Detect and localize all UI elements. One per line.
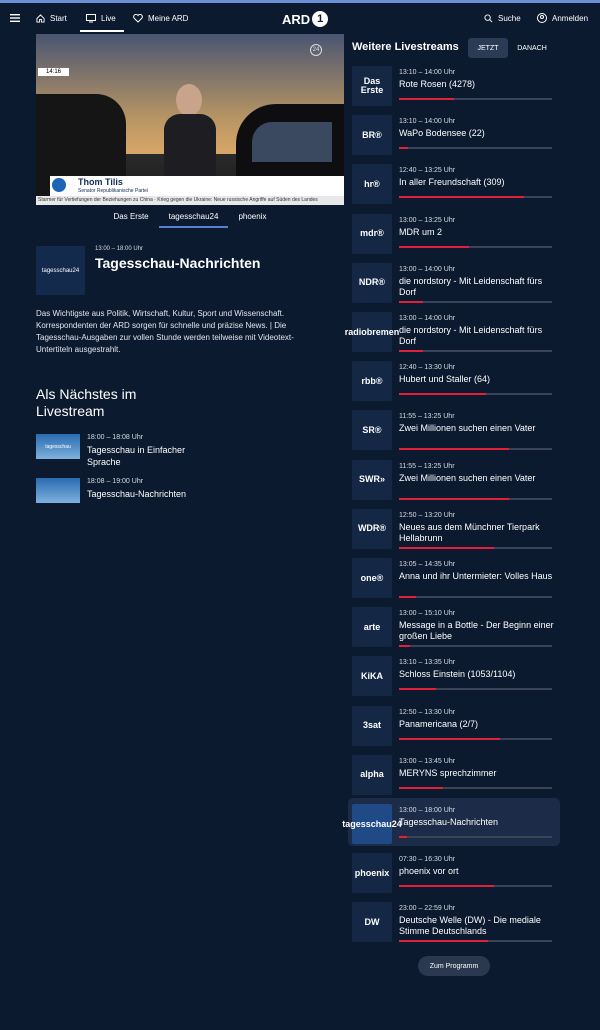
row-progress-bar	[399, 98, 552, 100]
row-time: 13:00 – 13:45 Uhr	[399, 757, 456, 765]
next-item-title: Tagesschau-Nachrichten	[87, 489, 187, 499]
search-icon	[484, 14, 493, 23]
row-time: 12:50 – 13:20 Uhr	[399, 511, 456, 519]
channel-logo: SWR»	[352, 460, 392, 500]
row-progress-fill	[399, 885, 494, 887]
channel-logo: hr®	[352, 164, 392, 204]
row-title: Rote Rosen (4278)	[399, 79, 476, 89]
row-title: Zwei Millionen suchen einen Vater	[399, 472, 536, 483]
row-time: 13:00 – 18:00 Uhr	[399, 807, 456, 814]
channel-tabs	[36, 212, 344, 230]
row-progress-bar	[399, 246, 552, 248]
next-heading: Als Nächstes im Livestream	[36, 386, 137, 419]
channel-logo: KiKA	[352, 656, 392, 696]
time-toggle	[468, 38, 558, 58]
row-progress-bar	[399, 645, 552, 647]
row-progress-fill	[399, 547, 494, 549]
tab-das-erste[interactable]: Das Erste	[113, 212, 149, 221]
livestream-row[interactable]	[352, 900, 556, 942]
channel-logo: DW	[352, 902, 392, 942]
row-time: 07:30 – 16:30 Uhr	[399, 856, 456, 864]
livestream-row[interactable]	[352, 605, 556, 647]
livestream-row[interactable]	[352, 113, 556, 155]
menu-icon[interactable]	[10, 3, 20, 33]
row-progress-bar	[399, 836, 552, 838]
tv-icon	[86, 14, 96, 23]
row-progress-fill	[399, 787, 443, 789]
row-progress-fill	[399, 738, 500, 740]
show-time: 13:00 – 18:00 Uhr	[95, 246, 144, 252]
row-title: die nordstory - Mit Leidenschaft fürs Dorf	[399, 275, 543, 297]
row-progress-bar	[399, 301, 552, 303]
login-button[interactable]	[537, 3, 588, 33]
row-progress-fill	[399, 940, 488, 942]
row-time: 13:05 – 14:35 Uhr	[399, 561, 456, 568]
row-title: MDR um 2	[399, 226, 443, 237]
row-progress-bar	[399, 738, 552, 740]
lower-third-name: Thom Tilis	[78, 177, 123, 187]
ard-logo-text: ARD	[282, 11, 311, 27]
user-icon	[537, 13, 547, 23]
toggle-jetzt[interactable]: JETZT	[468, 38, 508, 58]
livestream-row[interactable]	[352, 408, 556, 450]
show-title: Tagesschau-Nachrichten	[95, 255, 261, 271]
row-title: In aller Freundschaft (309)	[399, 177, 505, 188]
channel-logo: 3sat	[352, 706, 392, 746]
channel-logo: BR®	[352, 115, 392, 155]
row-time: 13:10 – 14:00 Uhr	[399, 69, 456, 76]
row-progress-fill	[399, 301, 423, 303]
row-time: 13:10 – 14:00 Uhr	[399, 118, 456, 126]
row-progress-bar	[399, 940, 552, 942]
livestream-row[interactable]	[352, 212, 556, 254]
channel-watermark-icon: 24	[310, 44, 322, 56]
home-icon	[36, 14, 45, 23]
row-title: Deutsche Welle (DW) - Die mediale Stimme Deutschlands	[399, 915, 541, 937]
row-time: 13:00 – 14:00 Uhr	[399, 315, 456, 322]
row-time: 12:40 – 13:30 Uhr	[399, 364, 456, 372]
channel-logo: rbb®	[352, 361, 392, 401]
row-time: 13:00 – 14:00 Uhr	[399, 265, 456, 273]
row-time: 12:50 – 13:30 Uhr	[399, 708, 456, 716]
tab-tagesschau24[interactable]: tagesschau24	[159, 212, 229, 228]
row-progress-fill	[399, 246, 469, 248]
row-time: 11:55 – 13:25 Uhr	[399, 413, 455, 421]
channel-logo: phoenix	[352, 853, 392, 893]
lower-third-role: Senator Republikanische Partei	[78, 188, 149, 194]
row-progress-bar	[399, 787, 552, 789]
livestream-row[interactable]	[352, 851, 556, 893]
video-time-badge: 14:16	[38, 68, 69, 76]
row-progress-fill	[399, 836, 407, 838]
row-title: Zwei Millionen suchen einen Vater	[399, 423, 536, 434]
search-button[interactable]	[484, 3, 521, 33]
livestream-row[interactable]	[352, 556, 556, 598]
row-title: Panamericana (2/7)	[399, 718, 479, 729]
row-title: MERYNS sprechzimmer	[399, 767, 497, 778]
show-description: Das Wichtigste aus Politik, Wirtschaft, Kultur, Sport und Wissenschaft. Korrespondenten der ARD sorgen für schnelle und präzise News. | Die Tagesschau-Ausgaben zur vollen Stunde werden teilweise mit Videotext-Untertiteln ausgestrahlt.	[36, 309, 294, 354]
channel-logo: radiobremen	[352, 312, 392, 352]
row-progress-bar	[399, 596, 552, 598]
news-ticker: Starmer für Vertiefungen der Beziehungen zu China · Krieg gegen die Ukraine: Neue russische Angriffe auf Süden des Landes	[36, 196, 344, 205]
row-title: WaPo Bodensee (22)	[399, 128, 485, 139]
row-progress-fill	[399, 350, 423, 352]
channel-logo: alpha	[352, 755, 392, 795]
channel-logo: SR®	[352, 410, 392, 450]
nav-meine-ard-label: Meine ARD	[148, 13, 189, 23]
row-title: die nordstory - Mit Leidenschaft fürs Dorf	[399, 325, 543, 346]
livestream-row[interactable]	[352, 64, 556, 106]
row-time: 13:10 – 13:35 Uhr	[399, 659, 456, 667]
livestream-row[interactable]	[352, 704, 556, 746]
channel-logo: Das Erste	[352, 66, 392, 106]
row-title: Message in a Bottle - Der Beginn einer großen Liebe	[399, 620, 554, 642]
next-item-title: Tagesschau in Einfacher Sprache	[87, 445, 186, 467]
next-item-thumbnail: tagesschau	[36, 434, 80, 459]
row-progress-fill	[399, 147, 408, 149]
ard-one-icon: 1	[312, 11, 328, 27]
nav-live-label: Live	[101, 13, 116, 23]
livestream-row[interactable]	[342, 798, 560, 846]
toggle-danach[interactable]: DANACH	[517, 44, 547, 52]
row-title: Anna und ihr Untermieter: Volles Haus	[399, 571, 553, 581]
row-progress-bar	[399, 448, 552, 450]
login-label: Anmelden	[552, 13, 589, 23]
livestream-row[interactable]	[352, 507, 556, 549]
livestream-row[interactable]	[352, 458, 556, 500]
next-item-time: 18:08 – 19:00 Uhr	[87, 478, 144, 485]
row-time: 23:00 – 22:59 Uhr	[399, 905, 456, 913]
lower-third	[36, 176, 344, 205]
row-progress-bar	[399, 350, 552, 352]
nav-meine-ard[interactable]	[133, 3, 188, 33]
next-item[interactable]	[36, 478, 206, 518]
row-progress-bar	[399, 885, 552, 887]
row-title: Schloss Einstein (1053/1104)	[399, 669, 516, 680]
row-time: 11:55 – 13:25 Uhr	[399, 462, 455, 470]
row-time: 13:00 – 15:10 Uhr	[399, 610, 456, 618]
row-title: Tagesschau-Nachrichten	[399, 817, 499, 827]
row-progress-fill	[399, 688, 436, 690]
ard-logo[interactable]	[282, 11, 328, 27]
livestream-row[interactable]	[352, 654, 556, 696]
channel-logo: one®	[352, 558, 392, 598]
row-title: phoenix vor ort	[399, 866, 459, 877]
nav-live[interactable]	[86, 3, 116, 33]
heart-icon	[133, 14, 143, 23]
livestream-row[interactable]	[352, 162, 556, 204]
row-time: 12:40 – 13:25 Uhr	[399, 167, 456, 175]
row-progress-bar	[399, 498, 552, 500]
row-progress-bar	[399, 196, 552, 198]
row-title: Hubert und Staller (64)	[399, 374, 491, 385]
row-progress-fill	[399, 196, 524, 198]
next-item[interactable]	[36, 434, 206, 474]
search-label: Suche	[498, 13, 521, 23]
row-progress-bar	[399, 393, 552, 395]
row-progress-fill	[399, 596, 416, 598]
show-channel-logo: tagesschau24	[36, 246, 85, 295]
top-navigation	[0, 3, 600, 35]
tab-phoenix[interactable]: phoenix	[238, 212, 267, 221]
nav-start-label: Start	[50, 13, 67, 23]
row-time: 13:00 – 13:25 Uhr	[399, 216, 456, 224]
nav-live-active-indicator	[80, 30, 124, 32]
row-progress-fill	[399, 98, 454, 100]
row-progress-fill	[399, 645, 410, 647]
row-progress-fill	[399, 498, 509, 500]
row-progress-bar	[399, 547, 552, 549]
video-player[interactable]	[36, 34, 344, 205]
channel-logo: tagesschau24	[352, 804, 392, 844]
row-progress-bar	[399, 688, 552, 690]
livestreams-heading: Weitere Livestreams	[352, 41, 459, 53]
row-progress-fill	[399, 448, 509, 450]
next-item-time: 18:00 – 18:08 Uhr	[87, 434, 144, 441]
livestream-row[interactable]	[344, 310, 556, 352]
livestream-row[interactable]	[352, 261, 556, 303]
channel-logo: WDR®	[352, 509, 392, 549]
row-progress-fill	[399, 393, 486, 395]
next-item-thumbnail	[36, 478, 80, 503]
channel-logo: mdr®	[352, 214, 392, 254]
livestream-row[interactable]	[352, 359, 556, 401]
tagesschau-logo-icon	[52, 178, 66, 192]
nav-start[interactable]	[36, 3, 67, 33]
program-button[interactable]: Zum Programm	[418, 956, 490, 976]
row-progress-bar	[399, 147, 552, 149]
row-title: Neues aus dem Münchner Tierpark Hellabrunn	[399, 521, 540, 543]
channel-logo: arte	[352, 607, 392, 647]
livestream-row[interactable]	[352, 753, 556, 795]
channel-logo: NDR®	[352, 263, 392, 303]
